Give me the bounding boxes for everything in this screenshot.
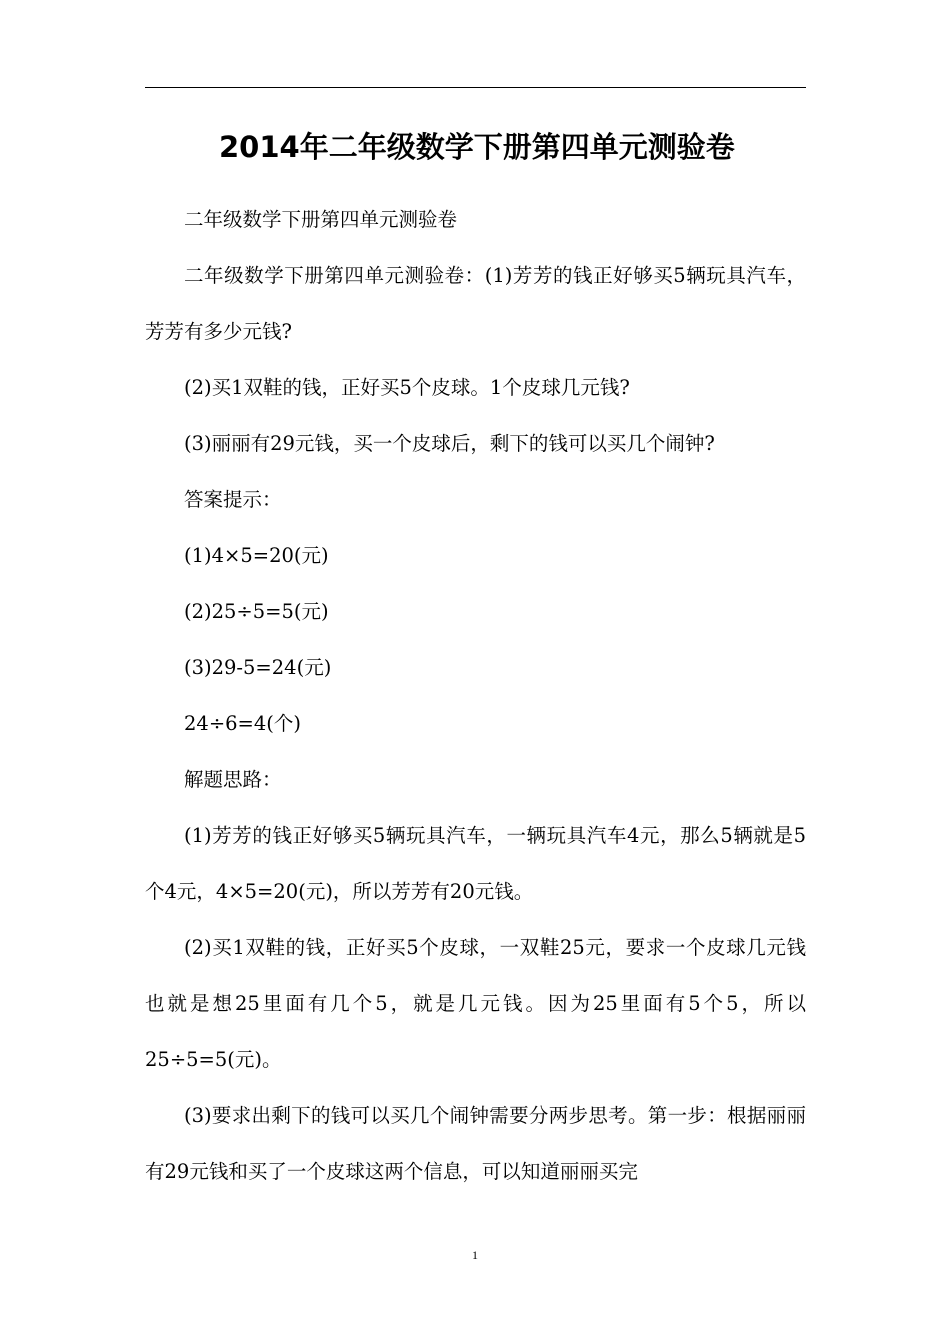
document-body bbox=[145, 192, 806, 1200]
page-number: 1 bbox=[472, 1248, 478, 1262]
document-title: 2014年二年级数学下册第四单元测验卷 bbox=[219, 130, 735, 164]
paragraph: (3)29-5=24(元) bbox=[184, 656, 332, 679]
paragraph: (2)买1双鞋的钱，正好买5个皮球。1个皮球几元钱? bbox=[184, 376, 630, 399]
paragraph: (2)买1双鞋的钱，正好买5个皮球，一双鞋25元，要求一个皮球几元钱也就是想25里面有几个5，就是几元钱。因为25里面有5个5，所以25÷5=5(元)。 bbox=[145, 936, 806, 1071]
paragraph: (3)要求出剩下的钱可以买几个闹钟需要分两步思考。第一步：根据丽丽有29元钱和买了一个皮球这两个信息，可以知道丽丽买完 bbox=[145, 1104, 806, 1183]
header-rule bbox=[145, 87, 806, 88]
paragraph: 24÷6=4(个) bbox=[184, 712, 302, 735]
paragraph: (1)4×5=20(元) bbox=[184, 544, 329, 567]
paragraph: 二年级数学下册第四单元测验卷 bbox=[184, 208, 458, 231]
paragraph: 二年级数学下册第四单元测验卷：(1)芳芳的钱正好够买5辆玩具汽车，芳芳有多少元钱? bbox=[145, 264, 806, 343]
paragraph: (3)丽丽有29元钱，买一个皮球后，剩下的钱可以买几个闹钟? bbox=[184, 432, 715, 455]
paragraph: (2)25÷5=5(元) bbox=[184, 600, 329, 623]
paragraph: 解题思路： bbox=[184, 768, 282, 791]
paragraph: 答案提示： bbox=[184, 488, 282, 511]
paragraph: (1)芳芳的钱正好够买5辆玩具汽车，一辆玩具汽车4元，那么5辆就是5个4元，4×5=20(元)，所以芳芳有20元钱。 bbox=[145, 824, 806, 903]
